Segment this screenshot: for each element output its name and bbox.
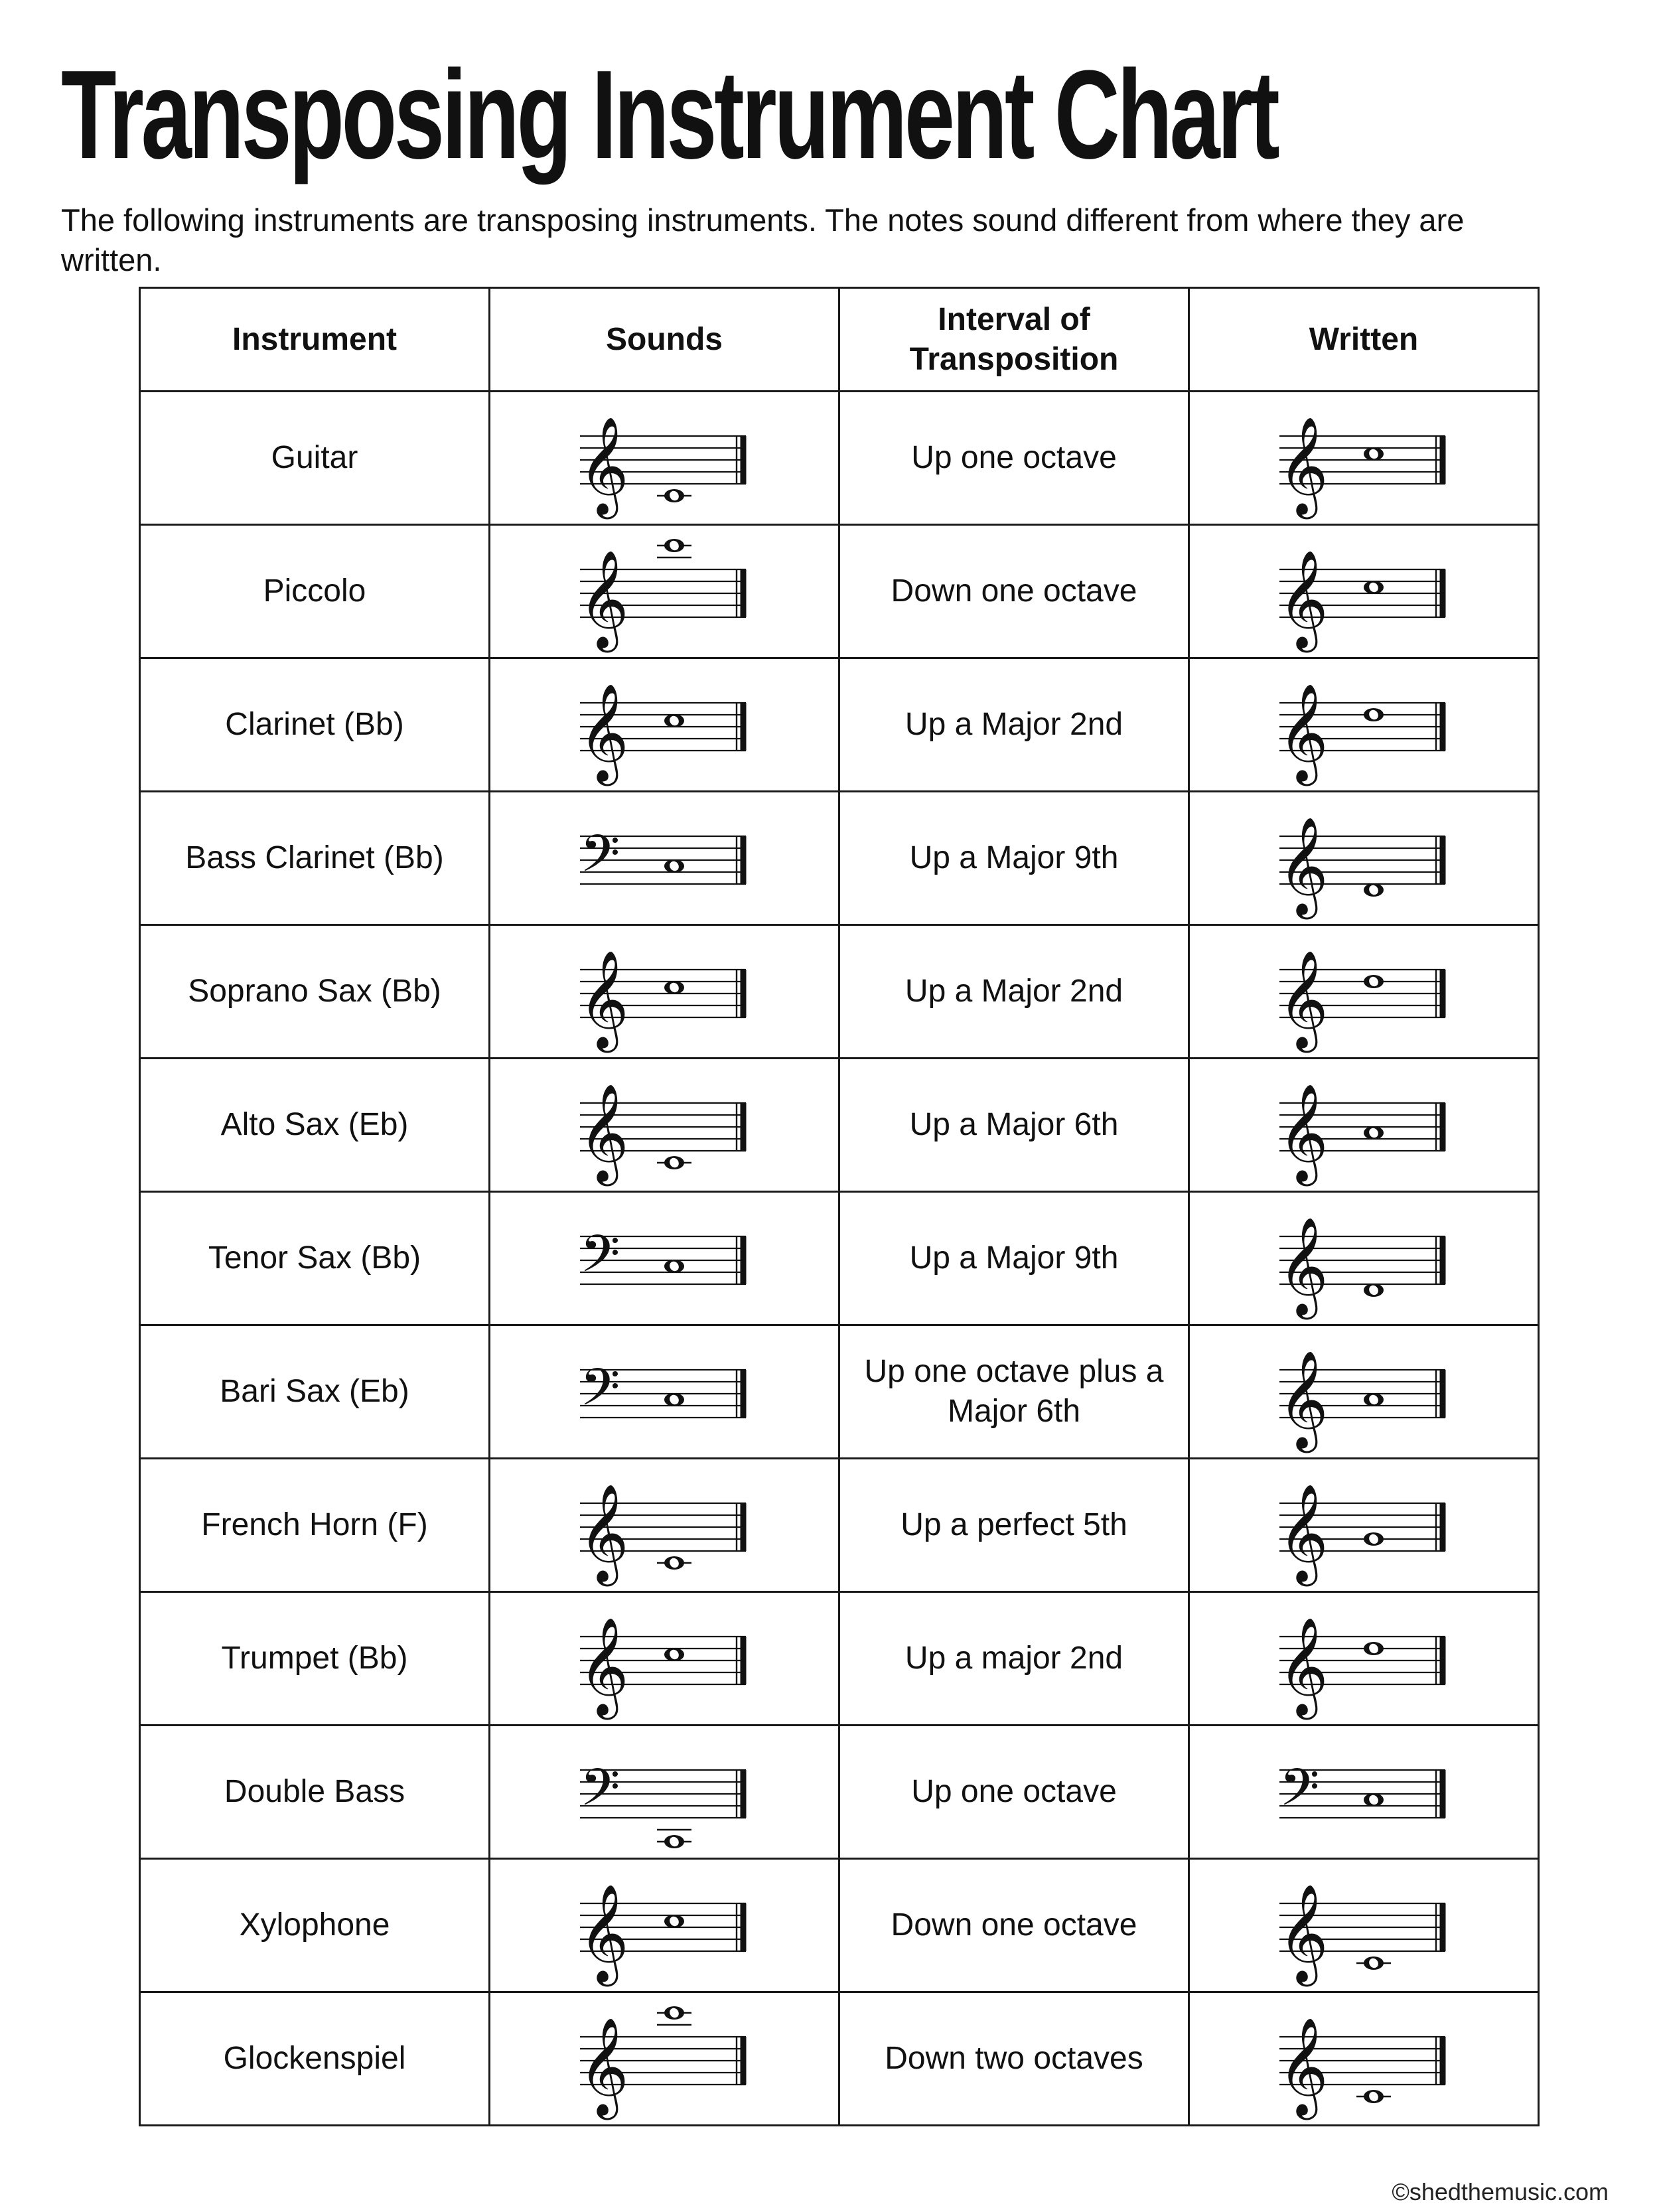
table-row [140, 392, 1539, 525]
whole-note-icon [664, 1835, 684, 1848]
header-instrument: Instrument [140, 288, 490, 392]
whole-note-icon [664, 1393, 684, 1406]
treble-clef-icon: 𝄞 [579, 1617, 629, 1716]
header-interval: Interval of Transposition [839, 288, 1189, 392]
treble-clef-icon: 𝄞 [579, 1483, 629, 1582]
whole-note-icon [664, 1915, 684, 1928]
treble-clef-icon: 𝄞 [579, 683, 629, 782]
transposition-table [139, 287, 1540, 2126]
treble-clef-icon: 𝄞 [579, 550, 629, 648]
sounds-notation [490, 1325, 839, 1459]
table-row [140, 1859, 1539, 1992]
instrument-name: Glockenspiel [140, 1992, 490, 2126]
written-notation [1189, 1459, 1539, 1592]
music-staff [568, 395, 760, 521]
whole-note-icon [664, 2006, 684, 2020]
treble-clef-icon: 𝄞 [1278, 550, 1329, 648]
treble-clef-icon: 𝄞 [1278, 1483, 1329, 1582]
written-notation [1189, 1059, 1539, 1192]
instrument-name: Piccolo [140, 525, 490, 658]
instrument-name: Double Bass [140, 1726, 490, 1859]
sounds-notation [490, 658, 839, 792]
instrument-name: French Horn (F) [140, 1459, 490, 1592]
table-row [140, 1459, 1539, 1592]
table-row [140, 1192, 1539, 1325]
whole-note-icon [1364, 883, 1384, 897]
sounds-notation [490, 1859, 839, 1992]
music-staff [1267, 395, 1460, 521]
written-notation [1189, 1859, 1539, 1992]
sounds-notation [490, 1459, 839, 1592]
whole-note-icon [1364, 1532, 1384, 1546]
whole-note-icon [1364, 447, 1384, 461]
whole-note-icon [664, 1156, 684, 1169]
whole-note-icon [1364, 1642, 1384, 1655]
table-header-row [140, 288, 1539, 392]
sounds-notation [490, 1592, 839, 1726]
sounds-notation [490, 525, 839, 658]
header-sounds: Sounds [490, 288, 839, 392]
instrument-name: Bari Sax (Eb) [140, 1325, 490, 1459]
bass-clef-icon: 𝄢 [580, 1758, 620, 1830]
whole-note-icon [664, 1260, 684, 1273]
page-title: Transposing Instrument Chart [61, 44, 1277, 185]
music-staff [568, 1062, 760, 1188]
written-notation [1189, 1726, 1539, 1859]
music-staff [1267, 1195, 1460, 1321]
music-staff [1267, 795, 1460, 921]
treble-clef-icon: 𝄞 [1278, 2017, 1329, 2116]
treble-clef-icon: 𝄞 [579, 1883, 629, 1982]
whole-note-icon [1364, 1284, 1384, 1297]
whole-note-icon [664, 859, 684, 873]
interval-text: Up a major 2nd [839, 1592, 1189, 1726]
interval-text: Up a Major 2nd [839, 925, 1189, 1059]
music-staff [1267, 1329, 1460, 1455]
instrument-name: Clarinet (Bb) [140, 658, 490, 792]
table-row [140, 1059, 1539, 1192]
music-staff [568, 1862, 760, 1988]
music-staff [1267, 1062, 1460, 1188]
music-staff [1267, 1996, 1460, 2122]
interval-text: Up one octave [839, 1726, 1189, 1859]
instrument-name: Trumpet (Bb) [140, 1592, 490, 1726]
music-staff [568, 1462, 760, 1588]
music-staff [1267, 1729, 1460, 1855]
table-row [140, 1726, 1539, 1859]
music-staff [1267, 528, 1460, 654]
table-row [140, 1325, 1539, 1459]
treble-clef-icon: 𝄞 [1278, 1617, 1329, 1716]
interval-text: Up one octave plus a Major 6th [839, 1325, 1189, 1459]
instrument-name: Bass Clarinet (Bb) [140, 792, 490, 925]
table-row [140, 658, 1539, 792]
written-notation [1189, 792, 1539, 925]
instrument-name: Alto Sax (Eb) [140, 1059, 490, 1192]
whole-note-icon [1364, 975, 1384, 988]
whole-note-icon [1364, 1126, 1384, 1140]
written-notation [1189, 1192, 1539, 1325]
table-row [140, 525, 1539, 658]
music-staff [568, 928, 760, 1055]
treble-clef-icon: 𝄞 [579, 950, 629, 1049]
table-row [140, 925, 1539, 1059]
treble-clef-icon: 𝄞 [579, 1083, 629, 1182]
treble-clef-icon: 𝄞 [1278, 1883, 1329, 1982]
sounds-notation [490, 1192, 839, 1325]
instrument-name: Soprano Sax (Bb) [140, 925, 490, 1059]
whole-note-icon [1364, 708, 1384, 721]
treble-clef-icon: 𝄞 [1278, 1083, 1329, 1182]
treble-clef-icon: 𝄞 [1278, 416, 1329, 515]
music-staff [568, 528, 760, 654]
whole-note-icon [664, 981, 684, 994]
interval-text: Down one octave [839, 1859, 1189, 1992]
interval-text: Down one octave [839, 525, 1189, 658]
music-staff [568, 1329, 760, 1455]
bass-clef-icon: 𝄢 [580, 1358, 620, 1430]
written-notation [1189, 392, 1539, 525]
table-row [140, 792, 1539, 925]
music-staff [568, 795, 760, 921]
written-notation [1189, 1325, 1539, 1459]
header-written: Written [1189, 288, 1539, 392]
interval-text: Up a Major 9th [839, 1192, 1189, 1325]
music-staff [568, 1195, 760, 1321]
table-row [140, 1592, 1539, 1726]
sounds-notation [490, 1992, 839, 2126]
treble-clef-icon: 𝄞 [579, 2017, 629, 2116]
interval-text: Up a Major 2nd [839, 658, 1189, 792]
whole-note-icon [664, 489, 684, 502]
instrument-name: Guitar [140, 392, 490, 525]
treble-clef-icon: 𝄞 [579, 416, 629, 515]
whole-note-icon [1364, 1393, 1384, 1406]
whole-note-icon [1364, 1793, 1384, 1806]
whole-note-icon [1364, 1956, 1384, 1970]
interval-text: Up one octave [839, 392, 1189, 525]
copyright-footer: ©shedthemusic.com [1392, 2178, 1609, 2205]
written-notation [1189, 658, 1539, 792]
music-staff [568, 662, 760, 788]
written-notation [1189, 1592, 1539, 1726]
interval-text: Up a perfect 5th [839, 1459, 1189, 1592]
interval-text: Up a Major 6th [839, 1059, 1189, 1192]
bass-clef-icon: 𝄢 [1279, 1758, 1320, 1830]
whole-note-icon [1364, 581, 1384, 594]
music-staff [1267, 1462, 1460, 1588]
treble-clef-icon: 𝄞 [1278, 816, 1329, 915]
instrument-name: Tenor Sax (Bb) [140, 1192, 490, 1325]
music-staff [1267, 1595, 1460, 1722]
treble-clef-icon: 𝄞 [1278, 1350, 1329, 1449]
treble-clef-icon: 𝄞 [1278, 683, 1329, 782]
sounds-notation [490, 925, 839, 1059]
sounds-notation [490, 1726, 839, 1859]
bass-clef-icon: 𝄢 [580, 1224, 620, 1297]
bass-clef-icon: 𝄢 [580, 824, 620, 897]
treble-clef-icon: 𝄞 [1278, 1217, 1329, 1315]
music-staff [568, 1729, 760, 1855]
written-notation [1189, 1992, 1539, 2126]
sounds-notation [490, 1059, 839, 1192]
whole-note-icon [664, 714, 684, 727]
music-staff [1267, 662, 1460, 788]
whole-note-icon [664, 1648, 684, 1661]
instrument-name: Xylophone [140, 1859, 490, 1992]
music-staff [1267, 928, 1460, 1055]
sounds-notation [490, 392, 839, 525]
music-staff [568, 1996, 760, 2122]
treble-clef-icon: 𝄞 [1278, 950, 1329, 1049]
interval-text: Up a Major 9th [839, 792, 1189, 925]
music-staff [568, 1595, 760, 1722]
whole-note-icon [664, 539, 684, 552]
sounds-notation [490, 792, 839, 925]
music-staff [1267, 1862, 1460, 1988]
written-notation [1189, 925, 1539, 1059]
interval-text: Down two octaves [839, 1992, 1189, 2126]
table-row [140, 1992, 1539, 2126]
written-notation [1189, 525, 1539, 658]
intro-text: The following instruments are transposing instruments. The notes sound different from where they are written. [61, 202, 1465, 277]
whole-note-icon [664, 1556, 684, 1570]
whole-note-icon [1364, 2090, 1384, 2103]
